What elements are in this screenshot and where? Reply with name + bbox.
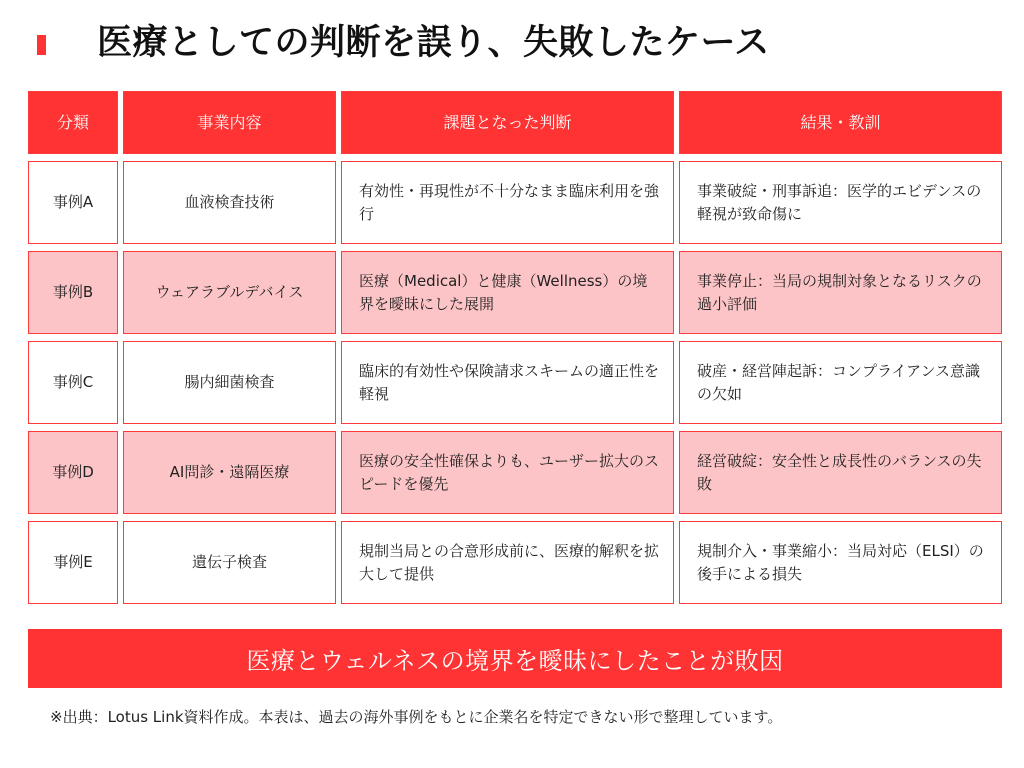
conclusion-banner: 医療とウェルネスの境界を曖昧にしたことが敗因 [28,629,1002,688]
table-row-e-category: 事例E [28,521,118,604]
header-decision: 課題となった判断 [341,91,674,154]
table-row-c-lesson: 破産・経営陣起訴：コンプライアンス意識の欠如 [679,341,1002,424]
table-row-a-category: 事例A [28,161,118,244]
table-row-c-business: 腸内細菌検査 [123,341,336,424]
table-row-b-lesson: 事業停止：当局の規制対象となるリスクの過小評価 [679,251,1002,334]
table-row-e-decision: 規制当局との合意形成前に、医療的解釈を拡大して提供 [341,521,674,604]
page-title: 医療としての判断を誤り、失敗したケース [97,23,770,63]
table-row-b-category: 事例B [28,251,118,334]
table-row-a-lesson: 事業破綻・刑事訴追：医学的エビデンスの軽視が致命傷に [679,161,1002,244]
table-row-d-lesson: 経営破綻：安全性と成長性のバランスの失敗 [679,431,1002,514]
table-row-b-business: ウェアラブルデバイス [123,251,336,334]
title-accent-bar [37,35,46,55]
table-row-d-decision: 医療の安全性確保よりも、ユーザー拡大のスピードを優先 [341,431,674,514]
table-row-a-business: 血液検査技術 [123,161,336,244]
table-row-d-category: 事例D [28,431,118,514]
table-row-a-decision: 有効性・再現性が不十分なまま臨床利用を強行 [341,161,674,244]
table-row-d-business: AI問診・遠隔医療 [123,431,336,514]
header-lesson: 結果・教訓 [679,91,1002,154]
table-row-c-decision: 臨床的有効性や保険請求スキームの適正性を軽視 [341,341,674,424]
table-row-c-category: 事例C [28,341,118,424]
table-row-e-business: 遺伝子検査 [123,521,336,604]
source-footnote: ※出典：Lotus Link資料作成。本表は、過去の海外事例をもとに企業名を特定できない形で整理しています。 [50,708,783,726]
header-business: 事業内容 [123,91,336,154]
table-row-b-decision: 医療（Medical）と健康（Wellness）の境界を曖昧にした展開 [341,251,674,334]
table-row-e-lesson: 規制介入・事業縮小：当局対応（ELSI）の後手による損失 [679,521,1002,604]
case-table [28,91,1002,604]
header-category: 分類 [28,91,118,154]
